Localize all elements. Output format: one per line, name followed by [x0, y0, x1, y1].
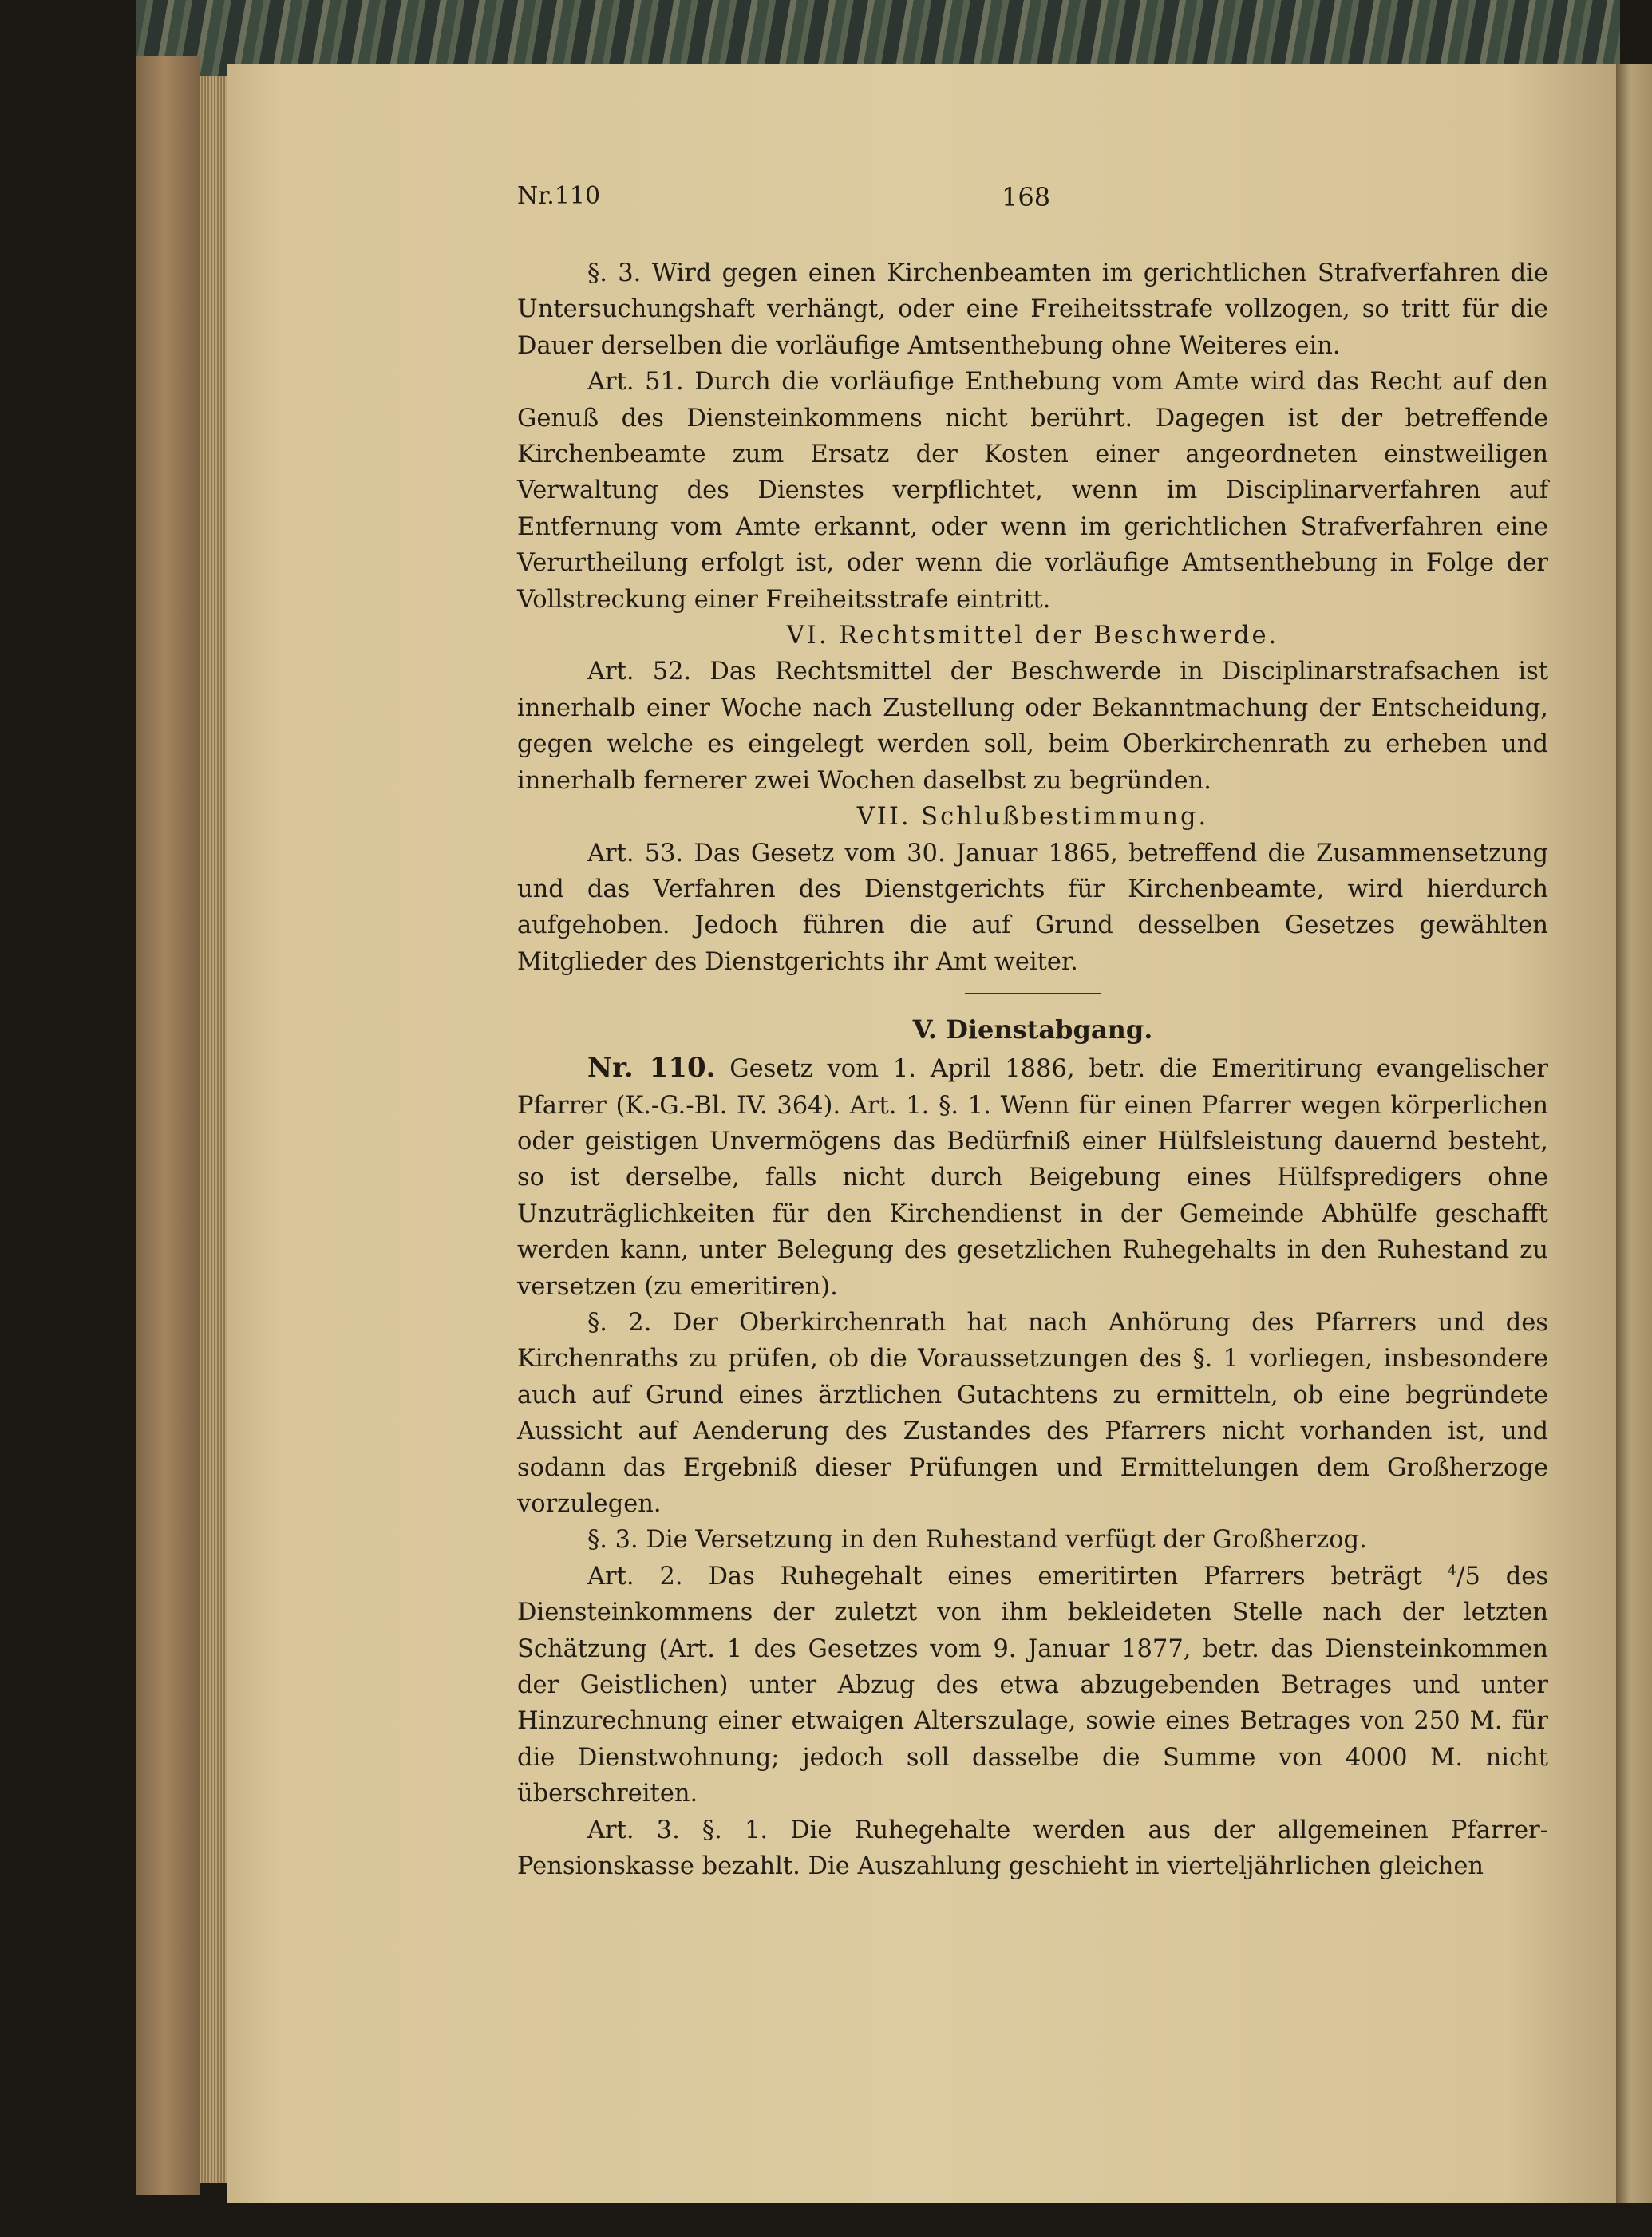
- fraction-denominator: /5: [1456, 1562, 1480, 1591]
- page-body: [517, 255, 1548, 1884]
- section-heading: VI. Rechtsmittel der Beschwerde.: [786, 622, 1279, 650]
- paragraph-text: des Diensteinkommens der zuletzt von ihm bekleideten Stelle nach der letzten Schätzung (Art. 1 des Gesetzes vom 9. Januar 1877, betr. das Diensteinkommen der Geistlichen) unter Abzug des etwa abzugebenden Betrages und unter Hinzurechnung einer etwaigen Alterszulage, sowie eines Betrages von 250 M. für die Dienstwohnung; jedoch soll dasselbe die Summe von 4000 M. nicht überschreiten.: [517, 1562, 1549, 1808]
- paragraph: Art. 51. Durch die vorläufige Enthebung vom Amte wird das Recht auf den Genuß des Diensteinkommens nicht berührt. Dagegen ist der betreffende Kirchenbeamte zum Ersatz der Kosten einer angeordneten einstweiligen Verwaltung des Dienstes verpflichtet, wenn im Disciplinarverfahren auf Entfernung vom Amte erkannt, oder wenn im gerichtlichen Strafverfahren eine Verurtheilung erfolgt ist, oder wenn die vorläufige Amtsenthebung in Folge der Vollstreckung einer Freiheitsstrafe eintritt.: [517, 368, 1548, 614]
- divider-rule: [965, 993, 1101, 994]
- book-cover-edge: [136, 56, 200, 2195]
- entry-number: Nr. 110.: [587, 1052, 716, 1085]
- paragraph: Art. 3. §. 1. Die Ruhegehalte werden aus der allgemeinen Pfarrer-Pensionskasse bezahlt. Die Auszahlung geschieht in vierteljährlichen gleichen: [517, 1816, 1548, 1881]
- paragraph: §. 3. Die Versetzung in den Ruhestand verfügt der Großherzog.: [587, 1526, 1367, 1555]
- paragraph: §. 3. Wird gegen einen Kirchenbeamten im gerichtlichen Strafverfahren die Untersuchungshaft verhängt, oder eine Freiheitsstrafe vollzogen, so tritt für die Dauer derselben die vorläufige Amtsenthebung ohne Weiteres ein.: [517, 259, 1548, 360]
- running-title: Nr.110: [517, 182, 601, 210]
- paragraph-text: Gesetz vom 1. April 1886, betr. die Emeritirung evangelischer Pfarrer (K.-G.-Bl. IV. 364). Art. 1. §. 1. Wenn für einen Pfarrer wegen körperlichen oder geistigen Unvermögens das Bedürfniß einer Hülfsleistung dauernd besteht, so ist derselbe, falls nicht durch Beigebung eines Hülfspredigers ohne Unzuträglichkeiten für den Kirchendienst in der Gemeinde Abhülfe geschafft werden kann, unter Belegung des gesetzlichen Ruhegehalts in den Ruhestand zu versetzen (zu emeritiren).: [517, 1055, 1548, 1301]
- paragraph: Art. 52. Das Rechtsmittel der Beschwerde in Disciplinarstrafsachen ist innerhalb einer Woche nach Zustellung oder Bekanntmachung der Entscheidung, gegen welche es eingelegt werden soll, beim Oberkirchenrath zu erheben und innerhalb fernerer zwei Wochen daselbst zu begründen.: [517, 658, 1548, 795]
- paragraph: [517, 1559, 1548, 1812]
- paragraph-nr110: [517, 1050, 1548, 1305]
- page-number: 168: [1002, 182, 1051, 212]
- paragraph: §. 2. Der Oberkirchenrath hat nach Anhörung des Pfarrers und des Kirchenraths zu prüfen, ob die Voraussetzungen des §. 1 vorliegen, insbesondere auch auf Grund eines ärztlichen Gutachtens zu ermitteln, ob eine begründete Aussicht auf Aenderung des Zustandes des Pfarrers nicht vorhanden ist, und sodann das Ergebniß dieser Prüfungen und Ermittelungen dem Großherzoge vorzulegen.: [517, 1308, 1548, 1518]
- paragraph: Art. 53. Das Gesetz vom 30. Januar 1865, betreffend die Zusammensetzung und das Verfahren des Dienstgerichts für Kirchenbeamte, wird hierdurch aufgehoben. Jedoch führen die auf Grund desselben Gesetzes gewählten Mitglieder des Dienstgerichts ihr Amt weiter.: [517, 839, 1548, 976]
- fraction-numerator: 4: [1447, 1562, 1457, 1579]
- chapter-heading: V. Dienstabgang.: [912, 1014, 1153, 1045]
- page-stack-edges: [200, 76, 231, 2183]
- facing-page-edge: [1616, 64, 1652, 2203]
- paragraph-text: Art. 2. Das Ruhegehalt eines emeritirten Pfarrers beträgt: [587, 1562, 1448, 1591]
- section-heading: VII. Schlußbestimmung.: [856, 803, 1209, 832]
